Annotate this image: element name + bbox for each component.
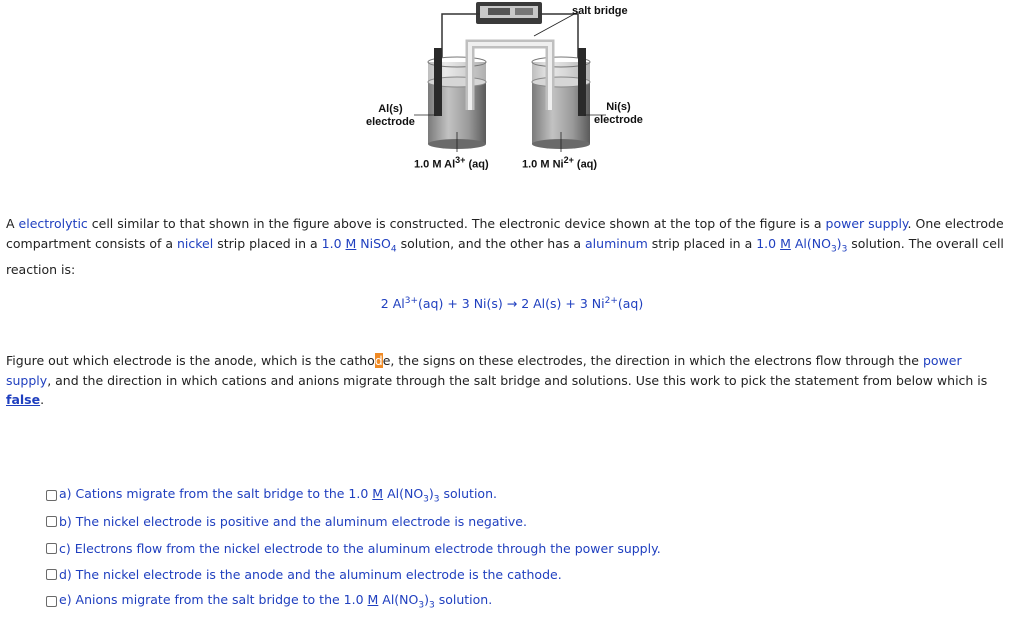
option-b-checkbox[interactable]	[46, 516, 57, 527]
option-d-checkbox[interactable]	[46, 569, 57, 580]
option-a-label: a) Cations migrate from the salt bridge to the 1.0 M $Al(NO_3)_3$ solution.	[59, 486, 497, 505]
power-supply-link-2[interactable]: power supply	[6, 353, 962, 388]
ni-solution-label: 1.0 M $Ni^{2+}$ (aq)	[522, 155, 598, 171]
power-supply-link[interactable]: power supply	[825, 216, 908, 231]
option-c-checkbox[interactable]	[46, 543, 57, 554]
cell-diagram	[360, 0, 680, 175]
text-cursor-highlight: d	[374, 353, 383, 368]
option-d-label: d) The nickel electrode is the anode and the aluminum electrode is the cathode.	[59, 567, 562, 583]
salt-bridge-label: salt bridge	[572, 5, 628, 17]
option-a-checkbox[interactable]	[46, 490, 57, 501]
option-e[interactable]	[46, 588, 661, 615]
ni-label-line1: Ni(s)	[606, 101, 631, 113]
al-solution-label: 1.0 M $Al^{3+}$ (aq)	[414, 155, 489, 171]
question-instructions: Figure out which electrode is the anode, which is the cathode, the signs on these electrodes, the direction in which the electrons flow through the power supply, and the direction in which cations and anions migrate through the salt bridge and solutions. Use this work to pick the statement from below which is false.	[6, 353, 988, 407]
electrolytic-link[interactable]: electrolytic	[18, 216, 88, 231]
answer-options	[46, 482, 661, 615]
cell-reaction-equation: 2 $Al^{3+}(aq) + 3$ Ni(s) → 2 Al(s) + 3 $Ni^{2+}(aq)$	[380, 296, 644, 312]
option-c-label: c) Electrons flow from the nickel electrode to the aluminum electrode through the power supply.	[59, 540, 661, 556]
al-electrode-label	[366, 103, 415, 129]
problem-description: A electrolytic cell similar to that shown in the figure above is constructed. The electronic device shown at the top of the figure is a power supply. One electrode compartment consists of a nickel strip placed in a 1.0 M NiSO$_4$ solution, and the other has a aluminum strip placed in a 1.0 M $Al(NO_3)_3$ solution. The overall cell reaction is:	[6, 216, 1004, 277]
option-d[interactable]	[46, 562, 661, 589]
al-label-line1: Al(s)	[378, 103, 403, 115]
false-keyword: false	[6, 392, 41, 407]
electrochemical-cell-figure	[360, 0, 680, 175]
ni-electrode-label	[594, 101, 643, 127]
aluminum-link[interactable]: aluminum	[585, 235, 648, 251]
nickel-link[interactable]: nickel	[176, 235, 214, 251]
al-label-line2: electrode	[366, 116, 415, 128]
molarity-link[interactable]: M	[345, 235, 357, 251]
option-b[interactable]	[46, 509, 661, 536]
al-electrode-strip	[434, 48, 442, 116]
option-e-label: e) Anions migrate from the salt bridge to the 1.0 M $Al(NO_3)_3$ solution.	[59, 592, 493, 611]
option-a[interactable]	[46, 482, 661, 509]
ni-electrode-strip	[578, 48, 586, 116]
ni-label-line2: electrode	[594, 114, 643, 126]
option-c[interactable]	[46, 535, 661, 562]
option-b-label: b) The nickel electrode is positive and the aluminum electrode is negative.	[59, 514, 527, 530]
power-supply-device	[476, 2, 542, 24]
option-e-checkbox[interactable]	[46, 596, 57, 607]
molarity-link-2[interactable]: M	[780, 235, 791, 251]
